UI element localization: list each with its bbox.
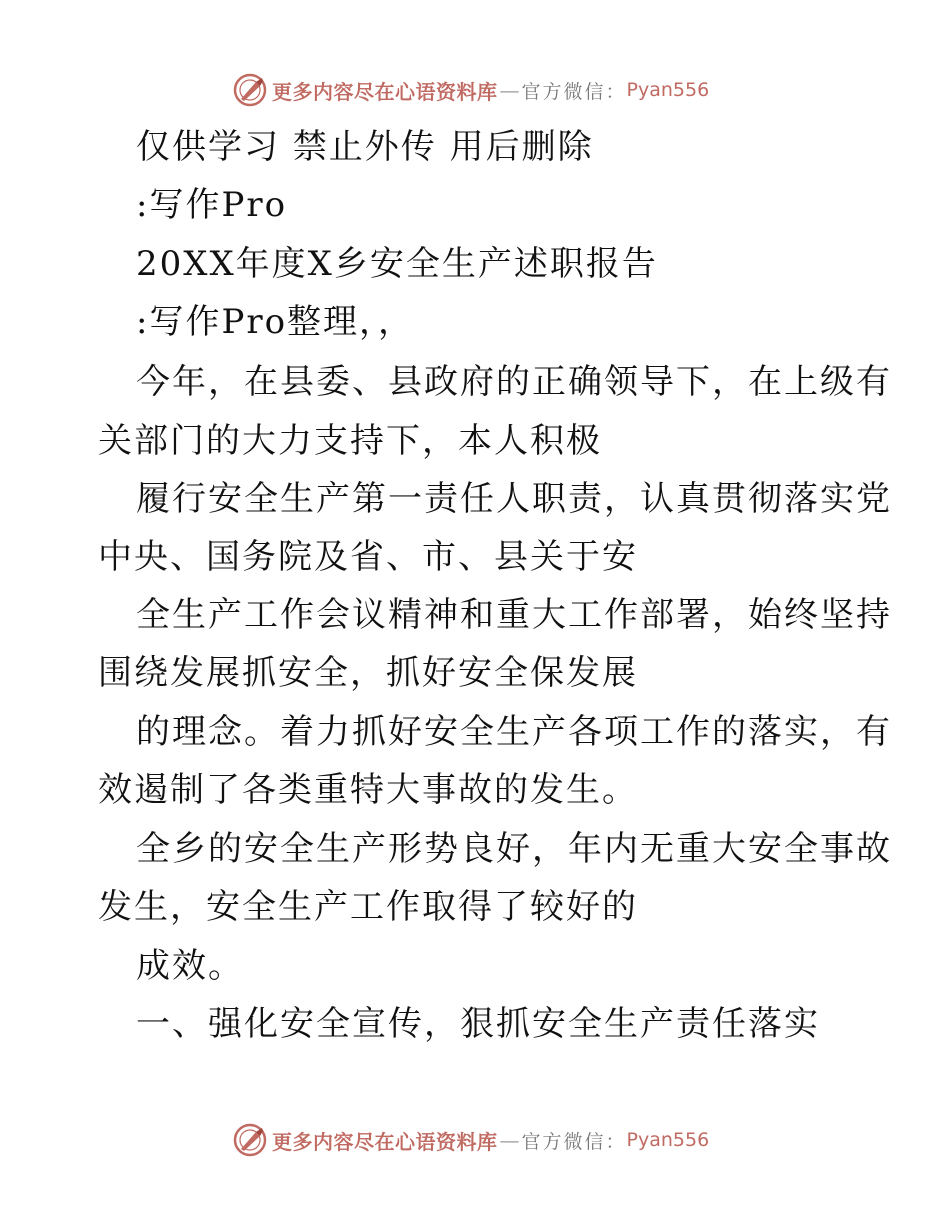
compiler-line: :写作Pro整理，， [136,302,415,342]
watermark-dash: — [499,78,520,102]
paragraph-line: 的理念。着力抓好安全生产各项工作的落实，有 [136,712,892,752]
paragraph-line: 全乡的安全生产形势良好，年内无重大安全事故 [136,829,892,869]
paragraph-line: 履行安全生产第一责任人职责，认真贯彻落实党 [136,479,892,519]
paragraph-line: 全生产工作会议精神和重大工作部署，始终坚持 [136,595,892,635]
pen-nib-circle-icon [232,72,268,108]
paragraph-line: 今年，在县委、县政府的正确领导下，在上级有 [136,362,892,402]
paragraph-line: 围绕发展抓安全，抓好安全保发展 [98,653,638,693]
footer-watermark [232,1120,709,1160]
header-watermark [232,70,709,110]
watermark-text: 更多内容尽在心语资料库 [272,1129,498,1154]
pen-nib-circle-icon [232,1122,268,1158]
notice-line: 仅供学习 禁止外传 用后删除 [136,127,594,167]
section-heading: 一、强化安全宣传，狠抓安全生产责任落实 [136,1004,820,1044]
watermark-wechat-id: Pyan556 [626,79,710,101]
watermark-official-label: 官方微信： [521,1130,627,1153]
document-title: 20XX年度X乡安全生产述职报告 [136,244,658,284]
paragraph-line: 中央、国务院及省、市、县关于安 [98,537,638,577]
paragraph-line: 效遏制了各类重特大事故的发生。 [98,770,638,810]
paragraph-line: 发生，安全生产工作取得了较好的 [98,887,638,927]
watermark-wechat-id: Pyan556 [626,1129,710,1151]
watermark-official-label: 官方微信： [521,80,627,103]
paragraph-line: 成效。 [136,946,244,986]
source-line: :写作Pro [136,185,288,225]
watermark-text: 更多内容尽在心语资料库 [272,79,498,104]
watermark-dash: — [499,1128,520,1152]
paragraph-line: 关部门的大力支持下，本人积极 [98,421,602,461]
